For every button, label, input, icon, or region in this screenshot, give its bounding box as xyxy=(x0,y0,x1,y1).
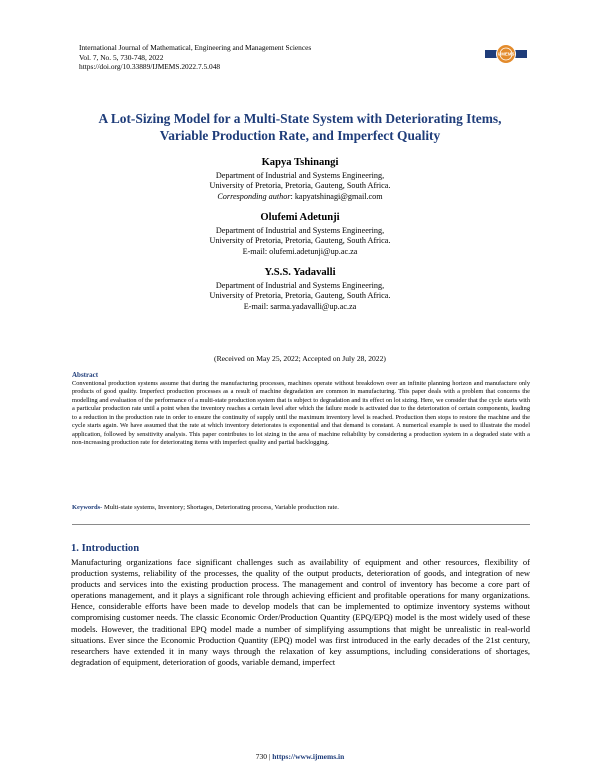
author-dept: Department of Industrial and Systems Engineering, xyxy=(215,281,385,290)
title-line-2: Variable Production Rate, and Imperfect Quality xyxy=(159,128,441,143)
author-dept: Department of Industrial and Systems Engineering, xyxy=(215,171,385,180)
logo-text: IJMEMS xyxy=(497,51,515,57)
paper-title xyxy=(70,110,530,144)
journal-header xyxy=(79,43,311,72)
author-affiliation: University of Pretoria, Pretoria, Gauteng, South Africa. xyxy=(209,291,391,301)
title-line-1: A Lot-Sizing Model for a Multi-State System with Deteriorating Items, xyxy=(98,111,502,126)
section-heading: 1. Introduction xyxy=(71,543,140,554)
author-name: Y.S.S. Yadavalli xyxy=(264,267,336,278)
volume-info: Vol. 7, No. 5, 730-748, 2022 xyxy=(79,52,164,62)
author-2 xyxy=(100,211,500,257)
abstract-heading: Abstract xyxy=(72,371,99,379)
keywords xyxy=(72,504,530,511)
author-email[interactable]: E-mail: olufemi.adetunji@up.ac.za xyxy=(242,246,358,256)
page-number: 730 xyxy=(255,752,267,761)
author-email[interactable]: E-mail: sarma.yadavalli@up.ac.za xyxy=(243,301,357,311)
author-affiliation: University of Pretoria, Pretoria, Gauteng, South Africa. xyxy=(209,236,391,246)
author-contact xyxy=(100,192,500,202)
section-divider xyxy=(72,524,530,525)
corresponding-label: Corresponding author xyxy=(217,191,291,201)
website-link[interactable]: https://www.ijmems.in xyxy=(272,752,345,761)
author-1 xyxy=(100,156,500,202)
abstract-body: Conventional production systems assume that during the manufacturing processes, machines operate without breakdown over an infinite planning horizon and manufacture only products of good quality. Imperfect production processes as a result of machine degradation are common in manufacturing. This paper deals with a problem that concerns the modelling and evaluation of the performance of a multi-state production system that is subject to degradation and its effect on lot sizing. Here, we consider that the cycle starts with a particular production rate until a point when the inventory reaches a certain level after which the failure mode is activated due to the deterioration of certain components, leading to a reduction in the production rate in order to ensure the continuity of supply until the maximum inventory level is reached. Production then stops to restore the machine and the cycle starts again. We have assumed that the rate at which inventory deteriorates is exponential and that demand is constant. A numerical example is used to illustrate the model application, followed by sensitivity analysis. This paper contributes to lot sizing in the area of machine reliability by considering a production system in a degraded state with a non-increasing production rate for deteriorating items with imperfect quality and partial backlogging. xyxy=(72,380,530,447)
author-dept: Department of Industrial and Systems Engineering, xyxy=(215,226,385,235)
author-affiliation: University of Pretoria, Pretoria, Gauteng, South Africa. xyxy=(209,181,391,191)
page-footer xyxy=(0,752,600,761)
keywords-text: Multi-state systems, Inventory; Shortages, Deteriorating process, Variable production rate. xyxy=(102,504,339,511)
journal-logo xyxy=(485,44,527,64)
author-name: Olufemi Adetunji xyxy=(260,212,340,223)
author-name: Kapya Tshinangi xyxy=(261,157,339,168)
author-email[interactable]: : kapyatshinagi@gmail.com xyxy=(290,191,383,201)
received-dates: (Received on May 25, 2022; Accepted on July 28, 2022) xyxy=(214,354,386,363)
abstract-section xyxy=(72,371,530,448)
doi-link[interactable]: https://doi.org/10.33889/IJMEMS.2022.7.5.048 xyxy=(79,62,221,72)
footer-separator: | xyxy=(266,752,273,761)
introduction-body: Manufacturing organizations face significant challenges such as availability of equipment and other resources, flexibility of production systems, reliability of the processes, the quality of the output products, deterioration of goods, and integration of new products and services into the existing production process. The management and control of inventory has become a core part of operations management, and it plays a significant role through achieving efficient and profitable operations for many organizations. Hence, considerable efforts have been made to develop models that can be implemented to optimize inventory systems without compromising customer needs. The classic Economic Order/Production Quantity (EPQ/EPQ) model is the most widely used of these models. However, the traditional EPQ model made a number of simplifying assumptions that might be unrealistic in real-world situations. Ever since the Economic Production Quantity (EPQ) model was first introduced in the early decades of the 21st century, researchers have extended it in many ways through the relaxation of key assumptions, including considerations of shortages, degradation of equipment, deterioration of goods, variable demand, imperfect xyxy=(71,557,530,667)
author-3 xyxy=(100,266,500,312)
keywords-label: Keywords- xyxy=(72,504,103,511)
journal-name: International Journal of Mathematical, Engineering and Management Sciences xyxy=(79,43,312,52)
